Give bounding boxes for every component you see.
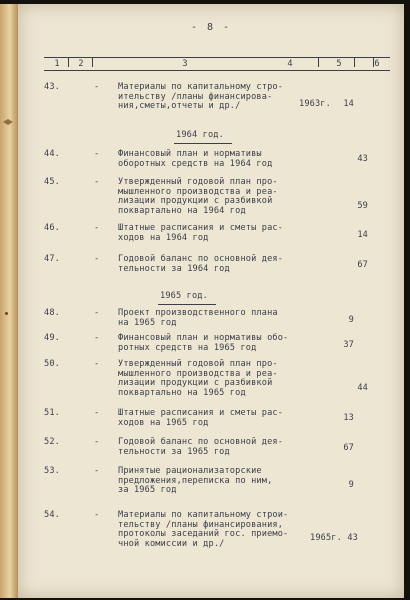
- entry-title-line: Годовой баланс по основной дея-: [118, 254, 284, 264]
- entry-title-line: поквартально на 1964 год: [118, 205, 246, 216]
- entry-number: 44.: [44, 149, 60, 159]
- book-binding: [0, 4, 18, 598]
- entry-sheet-count: 43: [347, 533, 358, 543]
- entry-title-line: ительству /планы финансирова-: [118, 91, 273, 102]
- entry-dash: -: [94, 149, 100, 159]
- entry-dash: -: [94, 82, 100, 92]
- entry-dash: -: [94, 437, 100, 447]
- entry-title-line: Финансовый план и нормативы обо-: [118, 333, 289, 343]
- entry-title-line: поквартально на 1965 год: [118, 387, 246, 398]
- entry-title-line: Годовой баланс по основной дея-: [118, 437, 284, 447]
- entry-title-line: Утвержденный годовой план про-: [118, 359, 278, 369]
- column-header: 1: [54, 59, 60, 69]
- entry-dash: -: [94, 223, 100, 233]
- entry-title-line: ния,сметы,отчеты и др./: [118, 101, 241, 111]
- entry-number: 53.: [44, 466, 60, 476]
- column-header: 4: [287, 59, 293, 69]
- entry-sheet-count: 44: [357, 383, 368, 393]
- column-header: 6: [374, 59, 380, 69]
- entry-title-line: Финансовый план и нормативы: [118, 149, 262, 159]
- entry-title-line: Штатные расписания и сметы рас-: [118, 223, 284, 233]
- entry-dash: -: [94, 254, 100, 264]
- entry-dash: -: [94, 359, 100, 369]
- year-heading-1965: 1965 год.: [160, 291, 208, 301]
- entry-number: 45.: [44, 177, 60, 187]
- entry-sheet-count: 9: [348, 315, 354, 325]
- entry-title-line: лизации продукции с разбивкой: [118, 196, 273, 206]
- entry-number: 50.: [44, 359, 60, 369]
- entry-sheet-count: 9: [348, 480, 354, 490]
- column-divider: [68, 57, 69, 67]
- year-heading-underline: [174, 143, 232, 144]
- entry-number: 47.: [44, 254, 60, 264]
- entry-sheet-count: 67: [357, 260, 368, 270]
- entry-title-line: Материалы по капитальному стро-: [118, 82, 284, 92]
- column-divider: [318, 57, 319, 67]
- entry-title-line: Штатные расписания и сметы рас-: [118, 408, 284, 418]
- table-top-rule: [44, 57, 390, 58]
- entry-title-line: мышленного производства и реа-: [118, 368, 278, 379]
- entry-sheet-count: 67: [343, 443, 354, 453]
- entry-sheet-count: 13: [343, 413, 354, 423]
- entry-number: 43.: [44, 82, 60, 92]
- entry-sheet-count: 59: [357, 201, 368, 211]
- entry-title-line: чной комиссии и др./: [118, 538, 225, 549]
- entry-title-line: оборотных средств на 1964 год: [118, 158, 273, 169]
- entry-number: 51.: [44, 408, 60, 418]
- entry-title-line: Проект производственного плана: [118, 308, 278, 318]
- entry-dash: -: [94, 408, 100, 418]
- entry-title-line: предложения,переписка по ним,: [118, 475, 273, 486]
- entry-title-line: мышленного производства и реа-: [118, 186, 278, 197]
- entry-title-line: ходов на 1965 год: [118, 417, 209, 428]
- entry-title-line: на 1965 год: [118, 317, 177, 328]
- entry-title-line: ротных средств на 1965 год: [118, 342, 257, 353]
- entry-title-line: лизации продукции с разбивкой: [118, 378, 273, 388]
- entry-title-line: за 1965 год: [118, 485, 177, 495]
- entry-year: 1963г.: [299, 99, 331, 109]
- entry-title-line: ходов на 1964 год: [118, 232, 209, 243]
- year-heading-underline: [158, 304, 216, 305]
- entry-dash: -: [94, 177, 100, 187]
- page-number: - 8 -: [190, 22, 232, 33]
- entry-dash: -: [94, 466, 100, 476]
- column-header: 3: [182, 59, 188, 69]
- header-bottom-rule: [44, 70, 390, 71]
- entry-sheet-count: 43: [357, 154, 368, 164]
- column-header: 5: [336, 59, 342, 69]
- entry-number: 49.: [44, 333, 60, 343]
- entry-sheet-count: 14: [357, 230, 368, 240]
- entry-title-line: тельству /планы финансирования,: [118, 519, 284, 530]
- paper-spot: [5, 312, 8, 315]
- entry-title-line: Принятые рационализаторские: [118, 466, 262, 476]
- entry-dash: -: [94, 308, 100, 318]
- entry-title-line: тельности за 1964 год: [118, 263, 230, 274]
- entry-number: 48.: [44, 308, 60, 318]
- staple-mark-icon: [2, 117, 14, 127]
- column-header: 2: [78, 59, 84, 69]
- entry-title-line: протоколы заседаний гос. приемо-: [118, 529, 289, 539]
- column-divider: [92, 57, 93, 67]
- entry-title-line: Утвержденный годовой план про-: [118, 177, 278, 187]
- entry-year: 1965г.: [310, 533, 342, 543]
- entry-sheet-count: 37: [343, 340, 354, 350]
- entry-number: 46.: [44, 223, 60, 233]
- entry-title-line: тельности за 1965 год: [118, 446, 230, 457]
- entry-dash: -: [94, 333, 100, 343]
- year-heading-1964: 1964 год.: [176, 130, 224, 140]
- entry-dash: -: [94, 510, 100, 520]
- entry-title-line: Материалы по капитальному строи-: [118, 510, 289, 520]
- document-page: [18, 4, 404, 598]
- entry-sheet-count: 14: [343, 99, 354, 109]
- entry-number: 52.: [44, 437, 60, 447]
- column-divider: [354, 57, 355, 67]
- entry-number: 54.: [44, 510, 60, 520]
